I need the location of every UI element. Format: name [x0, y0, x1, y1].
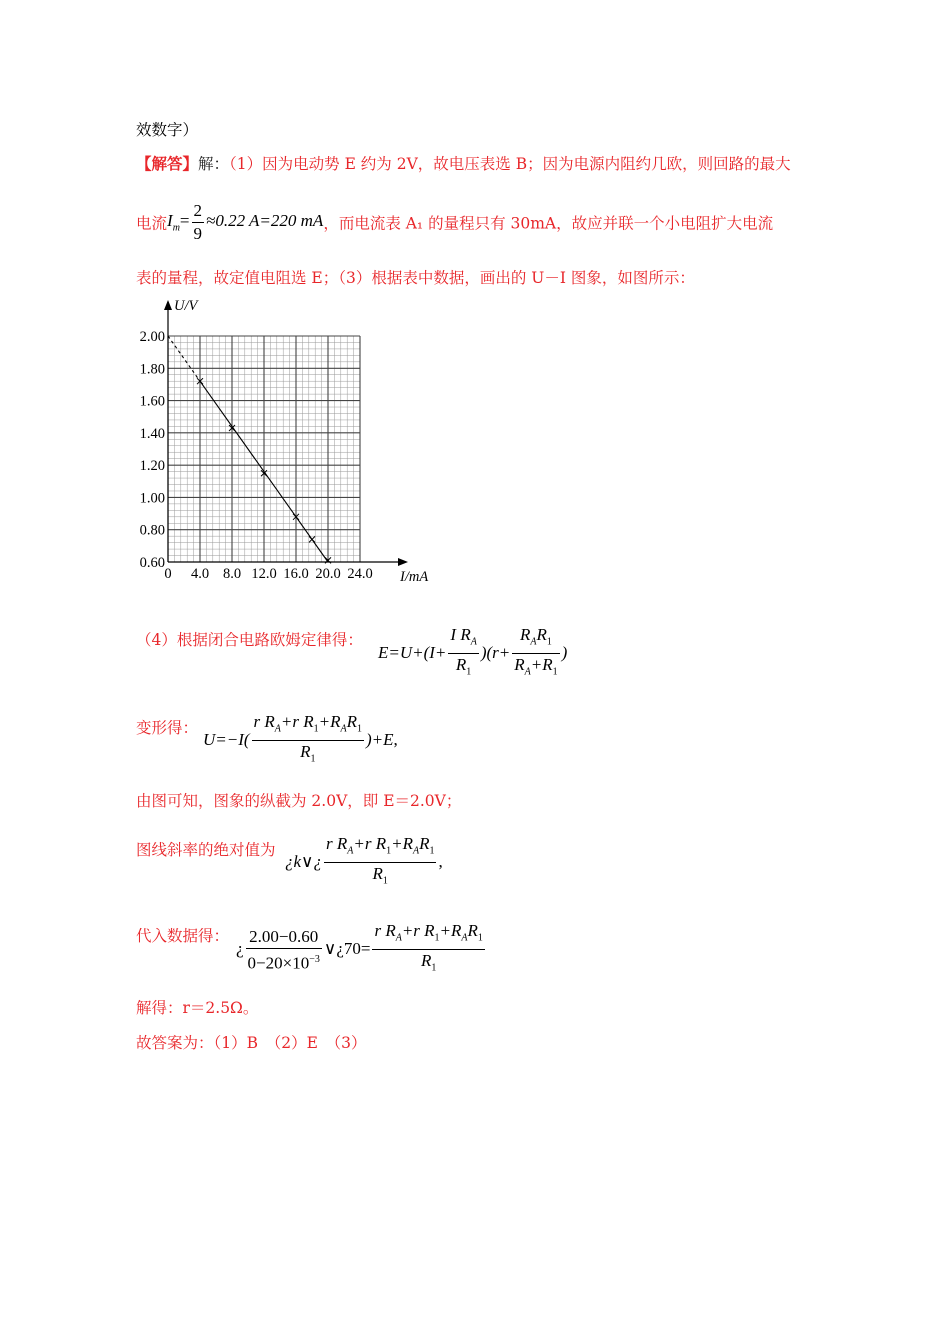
eq4-d1: R [455, 655, 467, 675]
data-point [309, 536, 315, 542]
fit-line-extrapolated [168, 336, 200, 381]
y-tick-label: 1.20 [139, 458, 165, 475]
answer-part1: （1）因为电动势 E 约为 2V，故电压表选 B；因为电源内阻约几欧，则回路的最大 [229, 155, 791, 173]
y-tick-label: 0.60 [139, 555, 165, 571]
eq4-n1: I R [450, 625, 471, 644]
x-tick-label: 24.0 [347, 566, 373, 582]
text-line-11: 故答案为：（1）B （2）E （3） [136, 1034, 367, 1052]
text-line-1: 效数字） [136, 121, 199, 139]
text-line-5: （4）根据闭合电路欧姆定律得： [136, 631, 363, 649]
eq9-num: 2.00−0.60 [246, 926, 322, 949]
y-tick-label: 0.80 [139, 522, 165, 539]
current-prefix: 电流 [136, 214, 168, 233]
eq6-left: U=−I( [203, 729, 250, 749]
x-tick-label: 12.0 [251, 566, 277, 582]
answer-line [136, 152, 791, 174]
y-tick-label: 1.60 [139, 393, 165, 410]
text-line-10: 解得：r＝2.5Ω。 [136, 999, 259, 1017]
equation-ohm: E=U+(I+ $\frac{I R_A}{R_1}$ )(r+ $\frac{R_AR_1}{R_A+R_1}$ ) [378, 625, 568, 678]
equation-transform: U=−I( $\frac{r R_A+r R_1+R_AR_1}{R_1}$ )+E, [203, 712, 398, 765]
eq8-left: ¿k∨¿ [285, 851, 322, 871]
y-tick-label: 1.00 [139, 490, 165, 507]
eq4-d2: R [514, 655, 525, 675]
y-tick-label: 1.40 [139, 425, 165, 442]
current-line [136, 200, 773, 245]
text-line-8: 图线斜率的绝对值为 [136, 841, 276, 859]
text-line-7: 由图可知，图象的纵截为 2.0V，即 E＝2.0V； [136, 792, 462, 810]
eq9-rnum: r R [374, 921, 396, 940]
eq9-mid: ∨¿70= [323, 938, 371, 958]
x-tick-label: 8.0 [222, 566, 242, 582]
answer-tag: 【解答】 [136, 154, 199, 173]
eq9-left: ¿ [236, 938, 244, 958]
eq9-den: 0−20×10 [247, 953, 310, 973]
eq6-num: r R [253, 712, 275, 731]
chart-x-label: I/mA [400, 569, 429, 585]
im-rest: ≈0.22 A=220 mA [206, 211, 324, 231]
x-axis-arrow [398, 558, 408, 566]
y-tick-label: 1.80 [139, 361, 165, 378]
u-i-chart [128, 292, 458, 592]
eq6-end: )+E [366, 729, 394, 749]
x-tick-label: 16.0 [283, 566, 309, 582]
eq9-rden: R [420, 951, 432, 971]
text-line-6: 变形得： [136, 719, 199, 737]
eq4-end: ) [561, 642, 568, 662]
eq6-den: R [300, 742, 311, 762]
equation-substitute: ¿ $\frac{2.00-0.60}{0-20\times 10^{-3}}$ ∨¿70= $\frac{r R_A+r R_1+R_AR_1}{R_1}$ [236, 921, 483, 974]
eq4-left: E=U+(I+ [378, 642, 447, 662]
chart-y-label: U/V [174, 298, 198, 314]
text-line-4: 表的量程，故定值电阻选 E；（3）根据表中数据，画出的 U－I 图象，如图所示： [136, 269, 695, 287]
x-tick-label: 0 [164, 566, 172, 582]
answer-jie: 解： [198, 155, 230, 173]
x-tick-label: 20.0 [315, 566, 341, 582]
x-tick-label: 4.0 [190, 566, 210, 582]
text-line-9: 代入数据得： [136, 927, 230, 945]
im-num: 2 [192, 200, 205, 223]
eq9-exp: −3 [309, 953, 320, 965]
eq4-n2: R [519, 625, 531, 644]
chart-grid-major [168, 336, 360, 562]
eq4-mid: )(r+ [480, 642, 511, 662]
eq8-den: R [372, 864, 383, 884]
current-suffix: ，而电流表 A₁ 的量程只有 30mA，故应并联一个小电阻扩大电流 [323, 214, 774, 233]
y-axis-arrow [164, 300, 172, 310]
eq8-num: r R [326, 834, 348, 853]
y-tick-label: 2.00 [139, 329, 165, 345]
equation-slope: ¿k∨¿ $\frac{r R_A+r R_1+R_AR_1}{R_1}$ , [285, 834, 443, 887]
im-den: 9 [193, 224, 203, 243]
current-formula: $I_m=$ $\frac{2}{9}$ ≈0.22 A=220 mA [167, 201, 324, 243]
